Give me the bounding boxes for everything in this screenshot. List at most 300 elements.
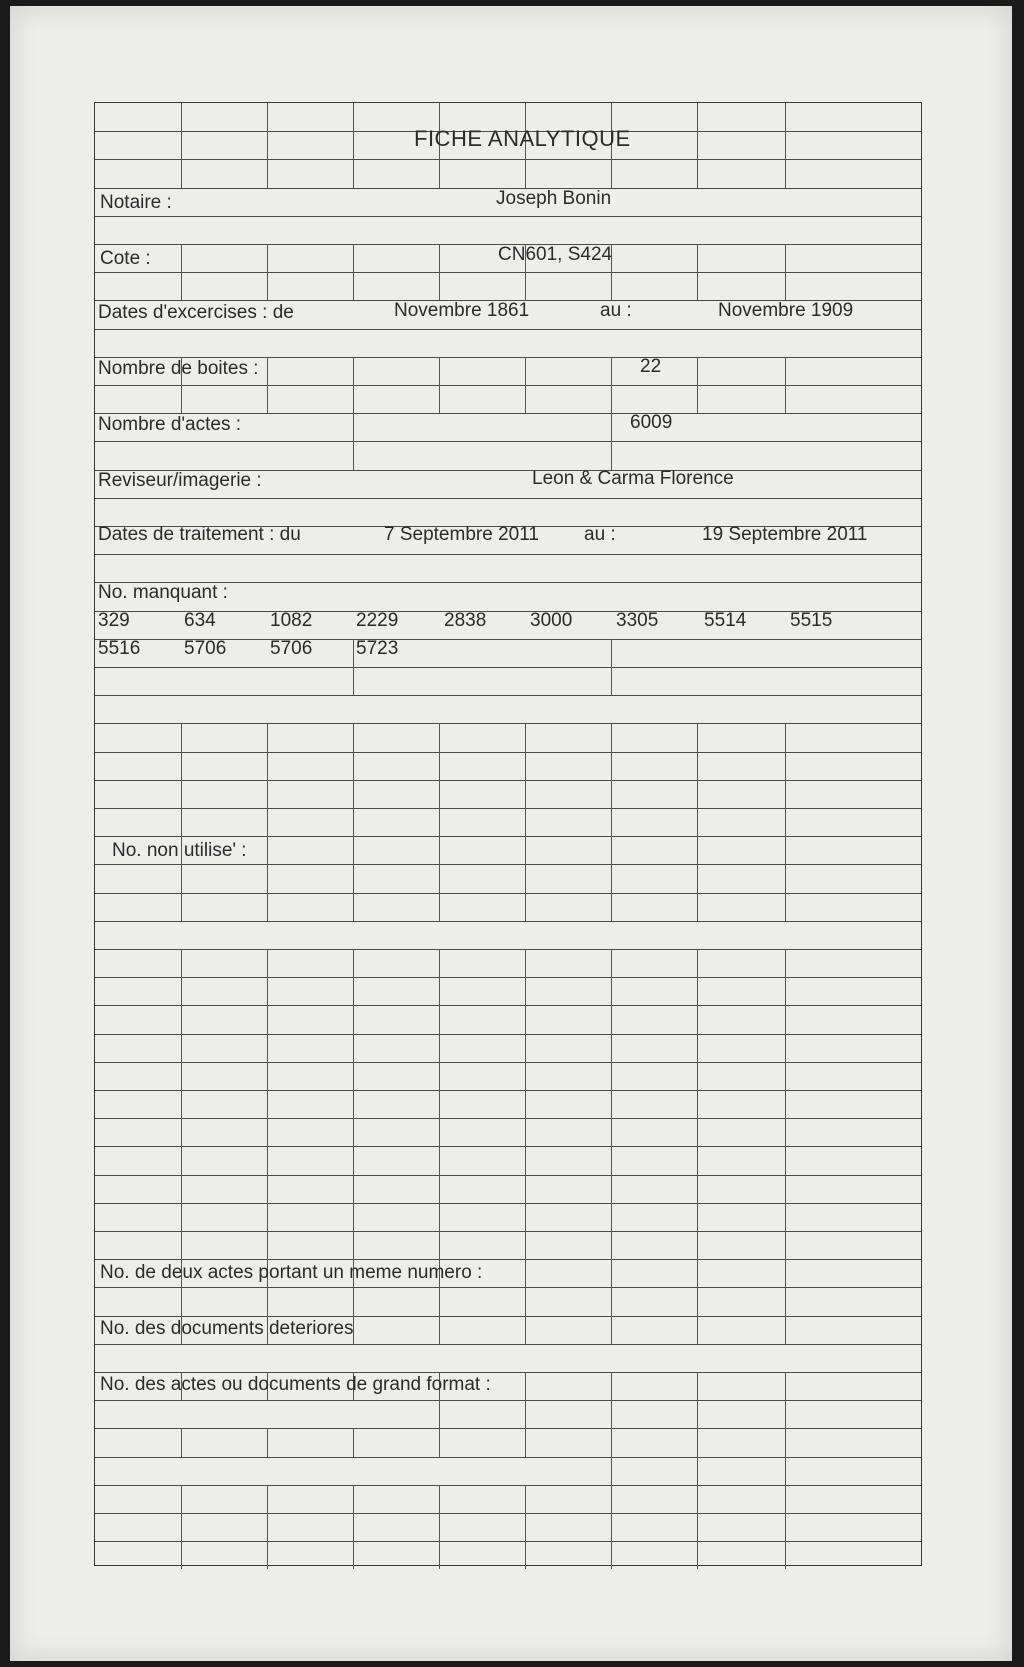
grid-row-line — [95, 695, 921, 696]
grid-column-line — [181, 244, 182, 272]
grid-column-line — [697, 1513, 698, 1541]
grid-row-line — [95, 808, 921, 809]
nombre-boites-value: 22 — [640, 356, 662, 377]
grid-column-line — [525, 1316, 526, 1344]
grid-column-line — [611, 1485, 612, 1513]
grid-column-line — [525, 385, 526, 413]
notaire-label: Notaire : — [100, 192, 172, 213]
grid-row-line — [95, 1259, 921, 1260]
grid-column-line — [785, 1146, 786, 1174]
grid-column-line — [353, 1062, 354, 1090]
grid-row-line — [95, 1541, 921, 1542]
grid-column-line — [181, 1203, 182, 1231]
manquant-cell: 2229 — [356, 610, 399, 631]
grid-column-line — [525, 752, 526, 780]
grid-column-line — [353, 1485, 354, 1513]
scanned-page — [10, 6, 1012, 1661]
grid-row-line — [95, 1457, 921, 1458]
grid-column-line — [353, 808, 354, 836]
grid-column-line — [267, 1541, 268, 1569]
grid-column-line — [353, 103, 354, 131]
grid-column-line — [697, 1287, 698, 1315]
grid-column-line — [353, 667, 354, 695]
grid-column-line — [785, 1485, 786, 1513]
grid-column-line — [785, 752, 786, 780]
grid-column-line — [267, 1513, 268, 1541]
grid-column-line — [611, 893, 612, 921]
grid-column-line — [439, 1203, 440, 1231]
grid-column-line — [525, 1034, 526, 1062]
reviseur-label: Reviseur/imagerie : — [98, 470, 262, 491]
grid-column-line — [697, 1203, 698, 1231]
grid-column-line — [353, 441, 354, 469]
grid-column-line — [785, 1259, 786, 1287]
grid-column-line — [785, 1513, 786, 1541]
grid-column-line — [525, 864, 526, 892]
grid-row-line — [95, 498, 921, 499]
grid-column-line — [697, 977, 698, 1005]
grid-row-line — [95, 1231, 921, 1232]
grid-row-line — [95, 1118, 921, 1119]
grid-column-line — [785, 1118, 786, 1146]
grid-row-line — [95, 752, 921, 753]
grid-column-line — [181, 893, 182, 921]
grid-column-line — [267, 1146, 268, 1174]
grid-column-line — [181, 272, 182, 300]
grid-column-line — [353, 413, 354, 441]
grid-column-line — [525, 723, 526, 751]
grid-column-line — [353, 131, 354, 159]
manquant-cell: 3000 — [530, 610, 573, 631]
grid-column-line — [785, 1457, 786, 1485]
grid-column-line — [439, 159, 440, 187]
grid-column-line — [439, 385, 440, 413]
grid-column-line — [353, 893, 354, 921]
grid-column-line — [611, 357, 612, 385]
grid-column-line — [439, 1118, 440, 1146]
grid-column-line — [525, 1372, 526, 1400]
grid-column-line — [785, 1316, 786, 1344]
grid-column-line — [525, 977, 526, 1005]
grid-column-line — [525, 159, 526, 187]
grid-column-line — [785, 357, 786, 385]
grid-column-line — [267, 1090, 268, 1118]
grid-column-line — [353, 1513, 354, 1541]
grid-column-line — [785, 1372, 786, 1400]
grid-column-line — [181, 949, 182, 977]
manquant-cell: 2838 — [444, 610, 487, 631]
grid-column-line — [697, 1372, 698, 1400]
no-documents-deteriores-label: No. des documents deteriores — [100, 1318, 354, 1339]
grid-column-line — [697, 752, 698, 780]
grid-column-line — [181, 1090, 182, 1118]
grid-column-line — [267, 1428, 268, 1456]
grid-column-line — [267, 949, 268, 977]
grid-column-line — [525, 1287, 526, 1315]
no-grand-format-label: No. des actes ou documents de grand format : — [100, 1374, 491, 1395]
grid-column-line — [439, 1175, 440, 1203]
dates-traitement-from: 7 Septembre 2011 — [384, 524, 539, 545]
grid-column-line — [525, 780, 526, 808]
grid-column-line — [267, 1005, 268, 1033]
grid-row-line — [95, 1344, 921, 1345]
grid-column-line — [611, 1203, 612, 1231]
grid-column-line — [267, 723, 268, 751]
grid-column-line — [267, 159, 268, 187]
grid-column-line — [697, 159, 698, 187]
grid-column-line — [439, 949, 440, 977]
grid-column-line — [785, 836, 786, 864]
grid-column-line — [785, 893, 786, 921]
grid-column-line — [439, 1287, 440, 1315]
grid-column-line — [525, 1005, 526, 1033]
grid-row-line — [95, 836, 921, 837]
grid-column-line — [785, 1062, 786, 1090]
grid-row-line — [95, 385, 921, 386]
grid-column-line — [267, 244, 268, 272]
grid-row-line — [95, 1175, 921, 1176]
grid-column-line — [697, 864, 698, 892]
grid-row-line — [95, 1090, 921, 1091]
manquant-cell: 3305 — [616, 610, 659, 631]
grid-column-line — [697, 836, 698, 864]
grid-column-line — [785, 131, 786, 159]
grid-column-line — [611, 1118, 612, 1146]
grid-column-line — [267, 357, 268, 385]
grid-row-line — [95, 723, 921, 724]
grid-column-line — [525, 1146, 526, 1174]
grid-column-line — [611, 836, 612, 864]
grid-column-line — [353, 1090, 354, 1118]
grid-column-line — [353, 1541, 354, 1569]
grid-column-line — [439, 1231, 440, 1259]
grid-column-line — [353, 864, 354, 892]
grid-column-line — [611, 413, 612, 441]
grid-column-line — [181, 1118, 182, 1146]
grid-column-line — [785, 1400, 786, 1428]
grid-column-line — [439, 1146, 440, 1174]
grid-column-line — [181, 1231, 182, 1259]
grid-column-line — [353, 1175, 354, 1203]
grid-column-line — [353, 244, 354, 272]
grid-column-line — [181, 1287, 182, 1315]
grid-row-line — [95, 921, 921, 922]
grid-column-line — [611, 723, 612, 751]
grid-column-line — [785, 1034, 786, 1062]
grid-row-line — [95, 977, 921, 978]
manquant-cell: 5514 — [704, 610, 747, 631]
grid-column-line — [439, 864, 440, 892]
grid-column-line — [267, 1062, 268, 1090]
grid-column-line — [525, 808, 526, 836]
grid-column-line — [785, 723, 786, 751]
grid-column-line — [439, 893, 440, 921]
grid-column-line — [181, 385, 182, 413]
grid-column-line — [785, 780, 786, 808]
no-manquant-label: No. manquant : — [98, 582, 228, 603]
grid-column-line — [181, 1428, 182, 1456]
grid-column-line — [181, 1175, 182, 1203]
grid-column-line — [439, 1005, 440, 1033]
grid-column-line — [525, 1203, 526, 1231]
manquant-cell: 634 — [184, 610, 216, 631]
grid-column-line — [353, 1118, 354, 1146]
grid-column-line — [267, 836, 268, 864]
grid-column-line — [785, 949, 786, 977]
grid-column-line — [439, 1400, 440, 1428]
grid-row-line — [95, 1146, 921, 1147]
grid-column-line — [611, 1428, 612, 1456]
grid-column-line — [697, 244, 698, 272]
grid-column-line — [785, 1203, 786, 1231]
grid-column-line — [611, 1287, 612, 1315]
grid-column-line — [439, 836, 440, 864]
grid-column-line — [525, 272, 526, 300]
grid-column-line — [525, 357, 526, 385]
grid-column-line — [611, 1316, 612, 1344]
grid-column-line — [611, 159, 612, 187]
dates-exercises-from: Novembre 1861 — [394, 300, 530, 321]
grid-column-line — [353, 723, 354, 751]
grid-column-line — [611, 1090, 612, 1118]
grid-column-line — [353, 159, 354, 187]
reviseur-value: Leon & Carma Florence — [532, 468, 734, 489]
grid-column-line — [785, 103, 786, 131]
grid-column-line — [181, 780, 182, 808]
manquant-cell: 329 — [98, 610, 130, 631]
grid-column-line — [697, 1259, 698, 1287]
grid-column-line — [785, 1005, 786, 1033]
grid-column-line — [611, 1005, 612, 1033]
grid-column-line — [353, 385, 354, 413]
grid-column-line — [697, 1034, 698, 1062]
dates-traitement-label: Dates de traitement : du — [98, 524, 301, 545]
grid-column-line — [353, 949, 354, 977]
grid-column-line — [353, 1034, 354, 1062]
grid-column-line — [439, 272, 440, 300]
grid-column-line — [353, 1203, 354, 1231]
grid-row-line — [95, 1062, 921, 1063]
grid-column-line — [525, 1259, 526, 1287]
form-title: FICHE ANALYTIQUE — [414, 126, 631, 151]
grid-row-line — [95, 441, 921, 442]
grid-column-line — [697, 1062, 698, 1090]
manquant-cell: 5516 — [98, 638, 141, 659]
grid-column-line — [267, 1118, 268, 1146]
grid-column-line — [611, 1372, 612, 1400]
grid-row-line — [95, 216, 921, 217]
grid-row-line — [95, 1513, 921, 1514]
grid-column-line — [181, 131, 182, 159]
grid-column-line — [181, 1062, 182, 1090]
dates-traitement-to: 19 Septembre 2011 — [702, 524, 868, 545]
grid-column-line — [785, 1231, 786, 1259]
grid-column-line — [181, 1034, 182, 1062]
dates-exercises-to: Novembre 1909 — [718, 300, 854, 321]
grid-row-line — [95, 780, 921, 781]
grid-column-line — [181, 752, 182, 780]
grid-row-line — [95, 1034, 921, 1035]
grid-column-line — [353, 836, 354, 864]
grid-column-line — [439, 1062, 440, 1090]
grid-row-line — [95, 1485, 921, 1486]
grid-column-line — [267, 977, 268, 1005]
grid-column-line — [611, 1541, 612, 1569]
manquant-cell: 5706 — [184, 638, 227, 659]
grid-row-line — [95, 1203, 921, 1204]
grid-column-line — [525, 1118, 526, 1146]
grid-column-line — [611, 780, 612, 808]
grid-column-line — [439, 1541, 440, 1569]
grid-column-line — [697, 1316, 698, 1344]
grid-column-line — [181, 159, 182, 187]
grid-column-line — [525, 1062, 526, 1090]
grid-column-line — [611, 1513, 612, 1541]
grid-column-line — [353, 1287, 354, 1315]
grid-column-line — [439, 1428, 440, 1456]
cote-label: Cote : — [100, 248, 151, 269]
grid-column-line — [785, 808, 786, 836]
grid-column-line — [439, 1090, 440, 1118]
grid-column-line — [785, 244, 786, 272]
grid-column-line — [267, 780, 268, 808]
grid-column-line — [353, 1146, 354, 1174]
grid-column-line — [697, 1231, 698, 1259]
grid-column-line — [697, 1400, 698, 1428]
grid-row-line — [95, 329, 921, 330]
grid-column-line — [439, 1316, 440, 1344]
grid-column-line — [353, 752, 354, 780]
grid-row-line — [95, 554, 921, 555]
grid-column-line — [439, 357, 440, 385]
grid-column-line — [267, 385, 268, 413]
no-deux-actes-label: No. de deux actes portant un meme numero : — [100, 1262, 483, 1283]
nombre-actes-value: 6009 — [630, 412, 673, 433]
grid-column-line — [439, 244, 440, 272]
grid-row-line — [95, 1005, 921, 1006]
grid-column-line — [611, 385, 612, 413]
grid-column-line — [611, 639, 612, 667]
grid-column-line — [785, 385, 786, 413]
grid-column-line — [785, 1090, 786, 1118]
grid-column-line — [611, 667, 612, 695]
grid-column-line — [697, 1175, 698, 1203]
nombre-boites-label: Nombre de boites : — [98, 358, 259, 379]
dates-exercises-to-label: au : — [600, 300, 632, 321]
grid-column-line — [267, 864, 268, 892]
grid-column-line — [697, 1457, 698, 1485]
grid-column-line — [525, 1231, 526, 1259]
dates-exercises-label: Dates d'excercises : de — [98, 302, 294, 323]
grid-row-line — [95, 864, 921, 865]
grid-column-line — [181, 103, 182, 131]
grid-column-line — [611, 949, 612, 977]
grid-column-line — [697, 1541, 698, 1569]
grid-column-line — [181, 808, 182, 836]
grid-column-line — [439, 1513, 440, 1541]
grid-column-line — [785, 864, 786, 892]
grid-column-line — [267, 1485, 268, 1513]
grid-column-line — [267, 893, 268, 921]
grid-column-line — [611, 1062, 612, 1090]
grid-row-line — [95, 949, 921, 950]
grid-column-line — [181, 1005, 182, 1033]
grid-column-line — [353, 977, 354, 1005]
grid-column-line — [267, 131, 268, 159]
grid-column-line — [353, 780, 354, 808]
notaire-value: Joseph Bonin — [496, 188, 612, 209]
manquant-cell: 1082 — [270, 610, 313, 631]
grid-column-line — [267, 752, 268, 780]
grid-column-line — [353, 639, 354, 667]
grid-column-line — [697, 272, 698, 300]
grid-column-line — [697, 1005, 698, 1033]
grid-row-line — [95, 159, 921, 160]
grid-column-line — [611, 752, 612, 780]
grid-column-line — [611, 272, 612, 300]
grid-column-line — [697, 1485, 698, 1513]
grid-column-line — [611, 1231, 612, 1259]
grid-column-line — [267, 1203, 268, 1231]
grid-column-line — [181, 1513, 182, 1541]
grid-column-line — [785, 1541, 786, 1569]
grid-column-line — [697, 1146, 698, 1174]
grid-column-line — [697, 780, 698, 808]
grid-column-line — [181, 1485, 182, 1513]
grid-row-line — [95, 893, 921, 894]
grid-column-line — [697, 1118, 698, 1146]
grid-column-line — [525, 1485, 526, 1513]
grid-column-line — [267, 1175, 268, 1203]
grid-column-line — [785, 1175, 786, 1203]
grid-row-line — [95, 1287, 921, 1288]
grid-column-line — [611, 1175, 612, 1203]
grid-column-line — [697, 131, 698, 159]
grid-column-line — [611, 864, 612, 892]
grid-column-line — [439, 1485, 440, 1513]
dates-traitement-to-label: au : — [584, 524, 616, 545]
grid-column-line — [697, 808, 698, 836]
grid-column-line — [525, 1400, 526, 1428]
grid-column-line — [697, 385, 698, 413]
grid-column-line — [525, 1090, 526, 1118]
grid-column-line — [611, 977, 612, 1005]
grid-column-line — [697, 949, 698, 977]
grid-column-line — [353, 357, 354, 385]
grid-column-line — [181, 977, 182, 1005]
grid-column-line — [785, 272, 786, 300]
grid-column-line — [785, 159, 786, 187]
grid-column-line — [697, 723, 698, 751]
grid-column-line — [611, 1034, 612, 1062]
no-non-utilise-label: No. non utilise' : — [112, 840, 247, 861]
grid-column-line — [697, 1428, 698, 1456]
grid-column-line — [525, 949, 526, 977]
grid-column-line — [439, 752, 440, 780]
grid-column-line — [611, 1400, 612, 1428]
grid-column-line — [525, 1428, 526, 1456]
grid-column-line — [267, 1231, 268, 1259]
grid-column-line — [353, 1005, 354, 1033]
grid-row-line — [95, 1372, 921, 1373]
grid-column-line — [267, 1034, 268, 1062]
grid-column-line — [611, 1457, 612, 1485]
grid-column-line — [611, 441, 612, 469]
grid-column-line — [439, 780, 440, 808]
grid-column-line — [267, 808, 268, 836]
nombre-actes-label: Nombre d'actes : — [98, 414, 242, 435]
grid-row-line — [95, 1400, 921, 1401]
